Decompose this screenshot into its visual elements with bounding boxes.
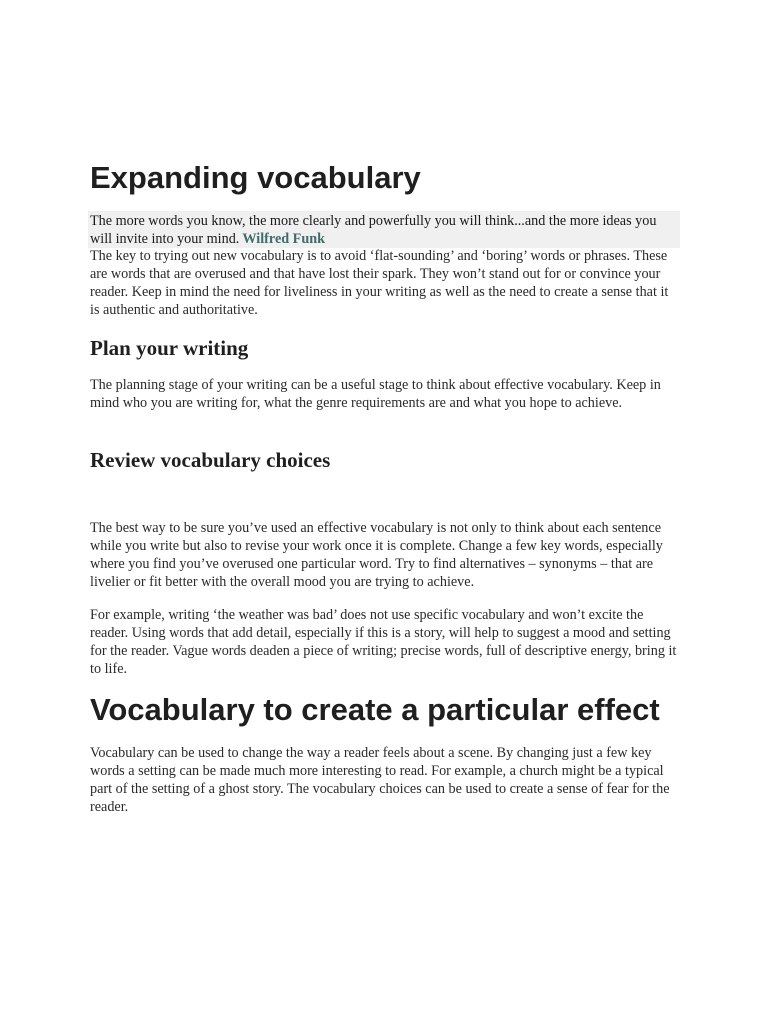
review-paragraph-2: For example, writing ‘the weather was bad’ does not use specific vocabulary and won’t excite the reader. Using words that add detail, especially if this is a story, will help to suggest a mood and setting for the reader. Vague words deaden a piece of writing; precise words, full of descriptive energy, bring it to life. [90, 607, 677, 677]
quote-text: The more words you know, the more clearly and powerfully you will think...and the more ideas you will invite into your mind. [90, 213, 657, 247]
intro-paragraph: The key to trying out new vocabulary is to avoid ‘flat-sounding’ and ‘boring’ words or phrases. These are words that are overused and that have lost their spark. They won’t stand out for or convince your reader. Keep in mind the need for liveliness in your writing as well as the need to create a sense that it is authentic and authoritative. [90, 248, 669, 318]
effect-title: Vocabulary to create a particular effect [90, 692, 660, 727]
plan-paragraph: The planning stage of your writing can be a useful stage to think about effective vocabulary. Keep in mind who you are writing for, what the genre requirements are and what you hope to achieve. [90, 377, 661, 411]
main-title: Expanding vocabulary [90, 160, 421, 195]
quote-author: Wilfred Funk [242, 231, 326, 247]
effect-paragraph: Vocabulary can be used to change the way a reader feels about a scene. By changing just a few key words a setting can be made much more interesting to read. For example, a church might be a typical part of the setting of a ghost story. The vocabulary choices can be used to create a sense of fear for the reader. [90, 745, 670, 815]
review-heading: Review vocabulary choices [90, 448, 331, 472]
plan-heading: Plan your writing [90, 336, 249, 360]
review-paragraph-1: The best way to be sure you’ve used an effective vocabulary is not only to think about each sentence while you write but also to revise your work once it is complete. Change a few key words, especially where you find you’ve overused one particular word. Try to find alternatives – synonyms – that are livelier or fit better with the overall mood you are trying to achieve. [90, 520, 663, 590]
quote-block [88, 211, 680, 248]
